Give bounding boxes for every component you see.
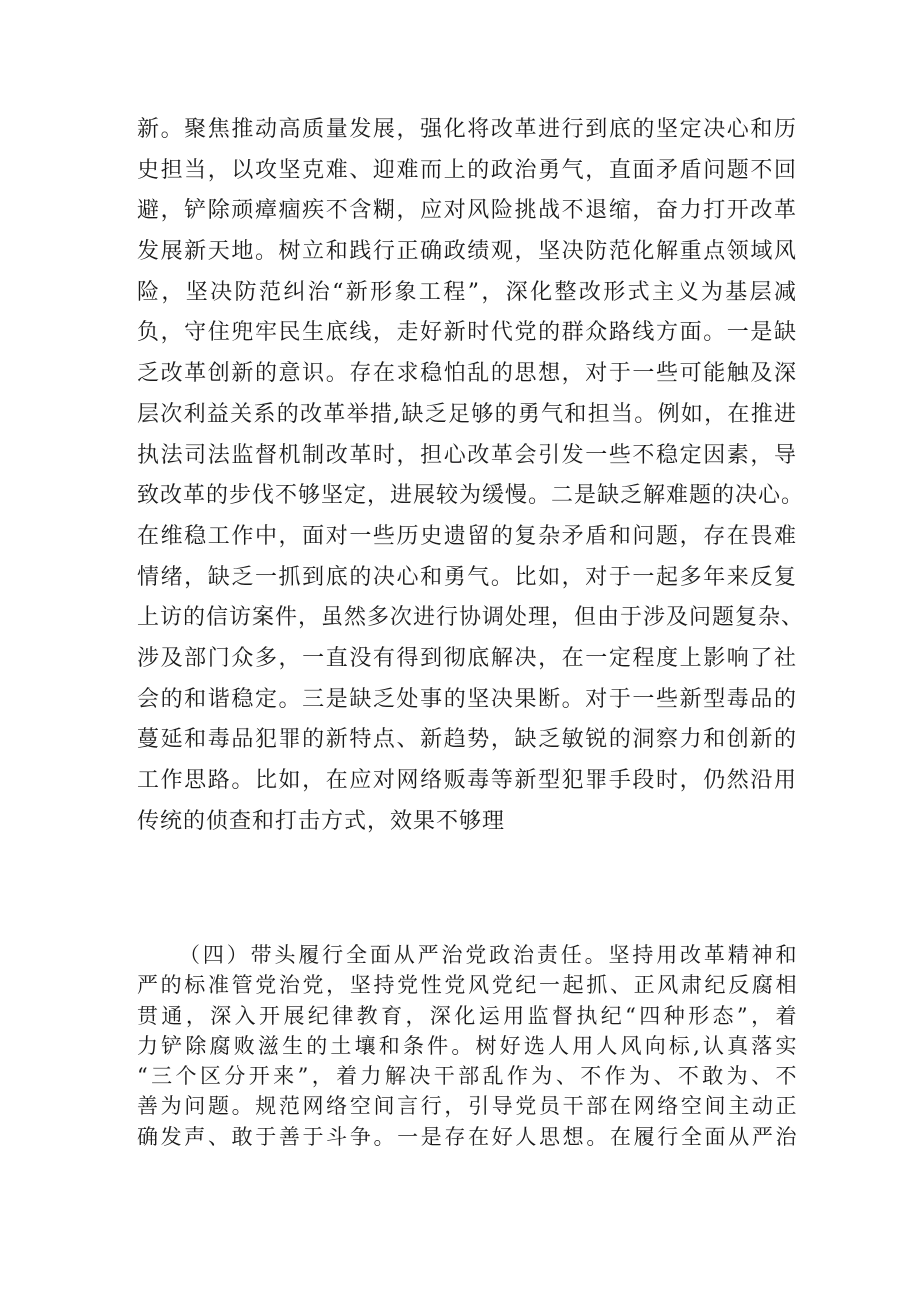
text-line: 严的标准管党治党，坚持党性党风党纪一起抓、正风肃纪反腐相 <box>137 973 797 998</box>
text-line: 新。聚焦推动高质量发展，强化将改革进行到底的坚定决心和历 <box>137 117 797 142</box>
text-line: 确发声、敢于善于斗争。一是存在好人思想。在履行全面从严治 <box>137 1124 797 1149</box>
paragraph-2 <box>137 940 797 1152</box>
text-line: 力铲除腐败滋生的土壤和条件。树好选人用人风向标,认真落实 <box>137 1033 797 1058</box>
text-line: 善为问题。规范网络空间言行，引导党员干部在网络空间主动正 <box>137 1094 797 1119</box>
text-line: 情绪，缺乏一抓到底的决心和勇气。比如，对于一起多年来反复 <box>137 564 797 590</box>
text-line: 传统的侦查和打击方式，效果不够理 <box>137 808 506 834</box>
text-line: 工作思路。比如，在应对网络贩毒等新型犯罪手段时，仍然沿用 <box>137 768 797 793</box>
text-line: 险，坚决防范纠治“新形象工程”，深化整改形式主义为基层减 <box>137 279 797 305</box>
text-line: 负，守住兜牢民生底线，走好新时代党的群众路线方面。一是缺 <box>137 320 797 346</box>
text-line: 乏改革创新的意识。存在求稳怕乱的思想，对于一些可能触及深 <box>137 361 797 387</box>
text-line: 层次利益关系的改革举措,缺乏足够的勇气和担当。例如，在推进 <box>137 401 797 427</box>
text-line: 在维稳工作中，面对一些历史遗留的复杂矛盾和问题，存在畏难 <box>137 523 797 549</box>
text-line: 会的和谐稳定。三是缺乏处事的坚决果断。对于一些新型毒品的 <box>137 686 797 712</box>
text-line: 贯通，深入开展纪律教育，深化运用监督执纪“四种形态”，着 <box>137 1003 797 1028</box>
text-line: 执法司法监督机制改革时，担心改革会引发一些不稳定因素，导 <box>137 442 797 468</box>
text-line: 发展新天地。树立和践行正确政绩观，坚决防范化解重点领域风 <box>137 239 797 265</box>
text-line: “三个区分开来”，着力解决干部乱作为、不作为、不敢为、不 <box>137 1064 797 1089</box>
text-line: 蔓延和毒品犯罪的新特点、新趋势，缺乏敏锐的洞察力和创新的 <box>137 727 797 753</box>
text-line: 涉及部门众多，一直没有得到彻底解决，在一定程度上影响了社 <box>137 645 797 671</box>
text-line: 避，铲除顽瘴痼疾不含糊，应对风险挑战不退缩，奋力打开改革 <box>137 198 797 224</box>
text-line: 致改革的步伐不够坚定，进展较为缓慢。二是缺乏解难题的决心。 <box>137 483 805 509</box>
text-line: 上访的信访案件，虽然多次进行协调处理，但由于涉及问题复杂、 <box>137 605 805 631</box>
text-line: （四）带头履行全面从严治党政治责任。坚持用改革精神和 <box>179 943 797 967</box>
text-line: 史担当，以攻坚克难、迎难而上的政治勇气，直面矛盾问题不回 <box>137 157 797 183</box>
paragraph-1 <box>137 110 805 842</box>
